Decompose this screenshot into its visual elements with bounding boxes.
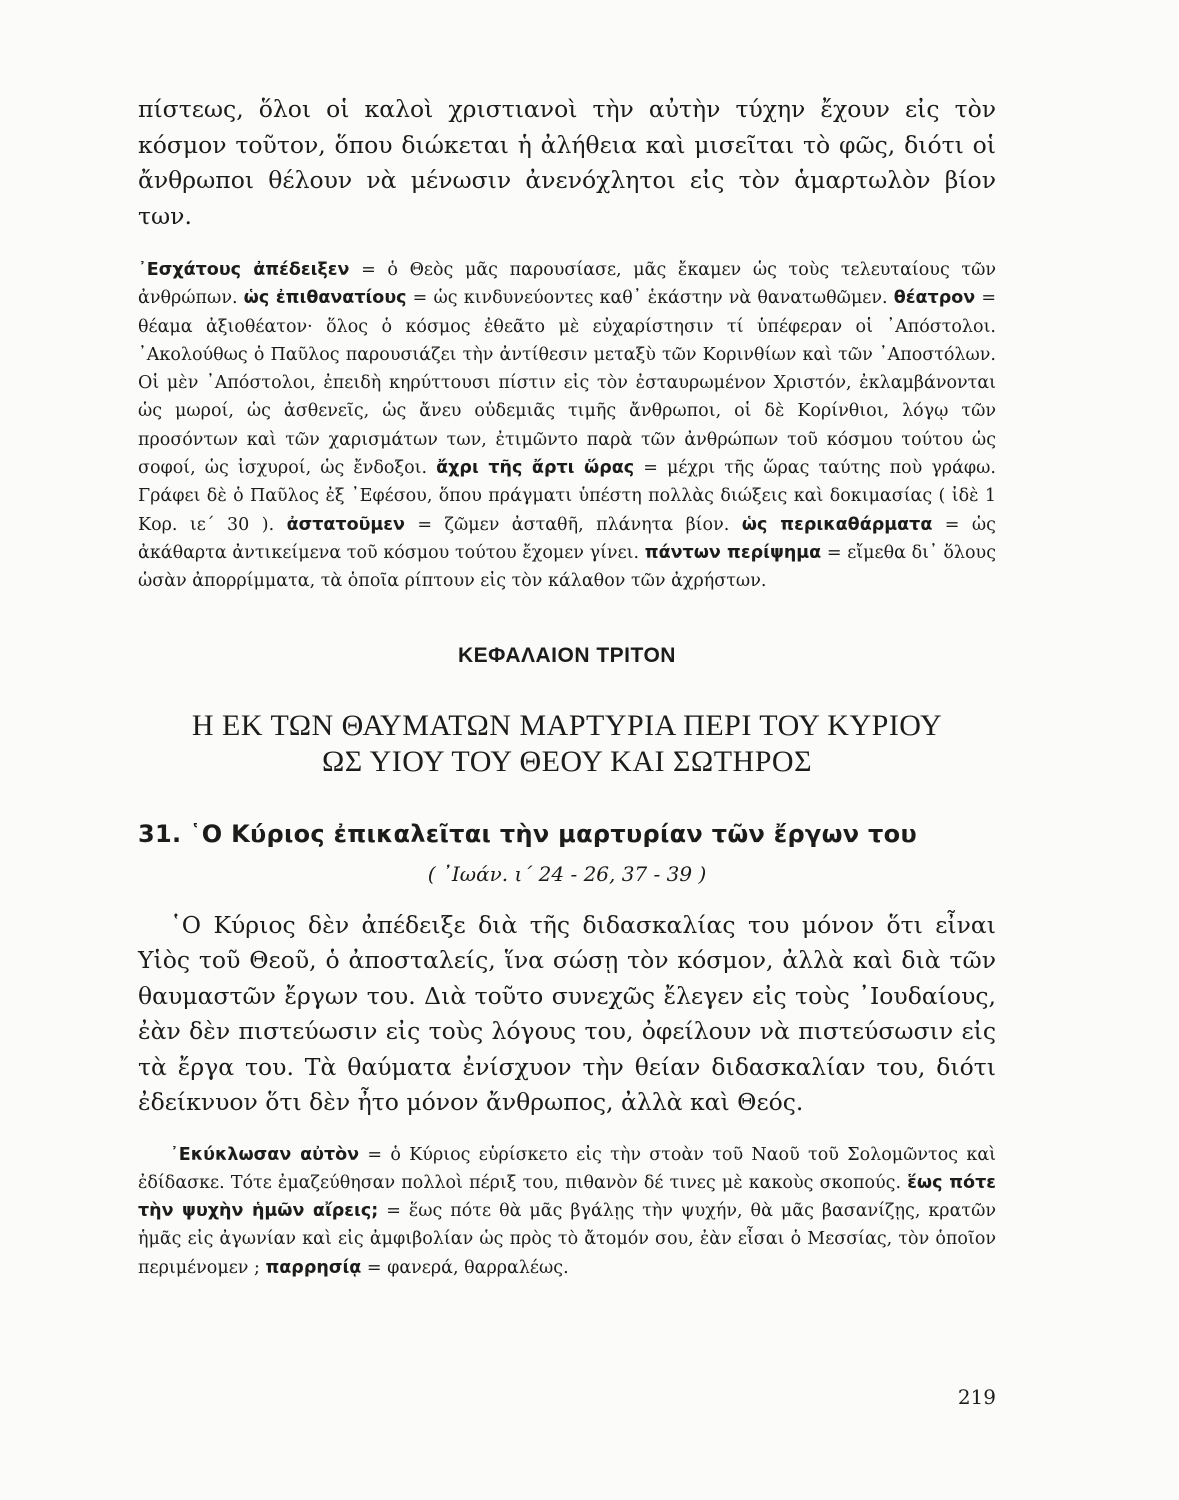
gloss: = ὁ Θεὸς μᾶς παρουσίασε, μᾶς ἔκαμεν ὡς τοὺς τελευταίους τῶν ἀνθρώπων.: [138, 260, 996, 309]
section-heading: [138, 820, 996, 848]
gloss: = εἴμεθα δι᾿ ὅλους ὡσὰν ἀπορρίμματα, τὰ ὁποῖα ρίπτουν εἰς τὸν κάλαθον τῶν ἀχρήστων.: [138, 542, 996, 592]
commentary-notes-2: [138, 1141, 996, 1282]
gloss: = ζῶμεν ἀσταθῆ, πλάνητα βίον.: [404, 514, 742, 535]
gloss: = φανερά, θαρραλέως.: [361, 1257, 569, 1278]
term-parresia: παρρησίᾳ: [265, 1257, 362, 1278]
chapter-title-line-1: Η ΕΚ ΤΩΝ ΘΑΥΜΑΤΩΝ ΜΑΡΤΥΡΙΑ ΠΕΡΙ ΤΟΥ ΚΥΡΙΟΥ: [191, 708, 943, 742]
chapter-title-line-2: ΩΣ ΥΙΟΥ ΤΟΥ ΘΕΟΥ ΚΑΙ ΣΩΤΗΡΟΣ: [321, 744, 813, 778]
scripture-reference: ( ᾿Ιωάν. ι΄ 24 - 26, 37 - 39 ): [427, 861, 707, 886]
page-number: 219: [957, 1385, 996, 1409]
paragraph-closing: πίστεως, ὅλοι οἱ καλοὶ χριστιανοὶ τὴν αὐτὴν τύχην ἔχουν εἰς τὸν κόσμον τοῦτον, ὅπου διώκεται ἡ ἀλήθεια καὶ μισεῖται τὸ φῶς, διότι οἱ ἄνθρωποι θέλουν νὰ μένωσιν ἀνενόχλητοι εἰς τὸν ἁμαρτωλὸν βίον των.: [138, 95, 996, 230]
term-epithanatious: ὡς ἐπιθανατίους: [243, 288, 407, 309]
term-astatoumen: ἀστατοῦμεν: [286, 514, 405, 535]
chapter-title: [138, 708, 996, 780]
term-theatron: θέατρον: [893, 288, 976, 309]
commentary-notes-1: [138, 256, 996, 596]
chapter-heading: ΚΕΦΑΛΑΙΟΝ ΤΡΙΤΟΝ: [458, 643, 676, 667]
term-peripsema: πάντων περίψημα: [644, 542, 822, 563]
gloss: = ἕως πότε θὰ μᾶς βγάλῃς τὴν ψυχήν, θὰ μᾶς βασανίζῃς, κρατῶν ἡμᾶς εἰς ἀγωνίαν καὶ εἰς ἀμφιβολίαν ὡς πρὸς τὸ ἄτομόν σου, ἐὰν εἶσαι ὁ Μεσσίας, τὸν ὁποῖον περιμένομεν ;: [138, 1201, 997, 1278]
gloss: = θέαμα ἀξιοθέατον· ὅλος ὁ κόσμος ἐθεᾶτο μὲ εὐχαρίστησιν τί ὑπέφεραν οἱ ᾿Απόστολοι. ᾿Ακολούθως ὁ Παῦλος παρουσιάζει τὴν ἀντίθεσιν μεταξὺ τῶν Κορινθίων καὶ τῶν ᾿Αποστόλων. Οἱ μὲν ᾿Απόστολοι, ἐπειδὴ κηρύττουσι πίστιν εἰς τὸν ἐσταυρωμένον Χριστόν, ἐκλαμβάνονται ὡς μωροί, ὡς ἀσθενεῖς, ὡς ἄνευ οὐδεμιᾶς τιμῆς ἄνθρωποι, οἱ δὲ Κορίνθιοι, λόγῳ τῶν προσόντων καὶ τῶν χαρισμάτων των, ἐτιμῶντο παρὰ τῶν ἀνθρώπων τοῦ κόσμου τούτου ὡς σοφοί, ὡς ἰσχυροί, ὡς ἔνδοξοι.: [138, 288, 996, 479]
term-heos-pote: ἕως πότε τὴν ψυχὴν ἡμῶν αἴρεις;: [138, 1172, 996, 1222]
section-title: ῾Ο Κύριος ἐπικαλεῖται τὴν μαρτυρίαν τῶν ἔργων του: [189, 819, 917, 848]
gloss: = ὡς ἀκάθαρτα ἀντικείμενα τοῦ κόσμου τούτου ἔχομεν γίνει.: [138, 514, 996, 563]
term-achri: ἄχρι τῆς ἄρτι ὥρας: [436, 458, 635, 479]
section-number: 31.: [138, 819, 182, 848]
term-perikatharmata: ὡς περικαθάρματα: [741, 514, 933, 535]
paragraph-main: ῾Ο Κύριος δὲν ἀπέδειξε διὰ τῆς διδασκαλίας του μόνον ὅτι εἶναι Υἱὸς τοῦ Θεοῦ, ὁ ἀποσταλείς, ἵνα σώσῃ τὸν κόσμον, ἀλλὰ καὶ διὰ τῶν θαυμαστῶν ἔργων του. Διὰ τοῦτο συνεχῶς ἔλεγεν εἰς τοὺς ᾿Ιουδαίους, ἐὰν δὲν πιστεύωσιν εἰς τοὺς λόγους του, ὀφείλουν νὰ πιστεύσωσιν εἰς τὰ ἔργα του. Τὰ θαύματα ἐνίσχυον τὴν θείαν διδασκαλίαν του, διότι ἐδείκνυον ὅτι δὲν ἦτο μόνον ἄνθρωπος, ἀλλὰ καὶ Θεός.: [138, 910, 996, 1117]
gloss: = ὡς κινδυνεύοντες καθ᾿ ἑκάστην νὰ θανατωθῶμεν.: [406, 288, 894, 309]
term-eschatous: ᾿Εσχάτους ἀπέδειξεν: [138, 260, 350, 280]
page-body: [138, 92, 996, 1282]
gloss: = ὁ Κύριος εὑρίσκετο εἰς τὴν στοὰν τοῦ Ναοῦ τοῦ Σολομῶντος καὶ ἐδίδασκε. Τότε ἐμαζεύθησαν πολλοὶ πέριξ του, πιθανὸν δέ τινες μὲ κακοὺς σκοπούς.: [138, 1144, 996, 1193]
gloss: = μέχρι τῆς ὥρας ταύτης ποὺ γράφω. Γράφει δὲ ὁ Παῦλος ἐξ ᾿Εφέσου, ὅπου πράγματι ὑπέστη πολλὰς διώξεις καὶ δοκιμασίας ( ἰδὲ 1 Κορ. ιε΄ 30 ).: [138, 458, 996, 535]
term-ekyklosan: ᾿Εκύκλωσαν αὐτὸν: [170, 1144, 360, 1165]
